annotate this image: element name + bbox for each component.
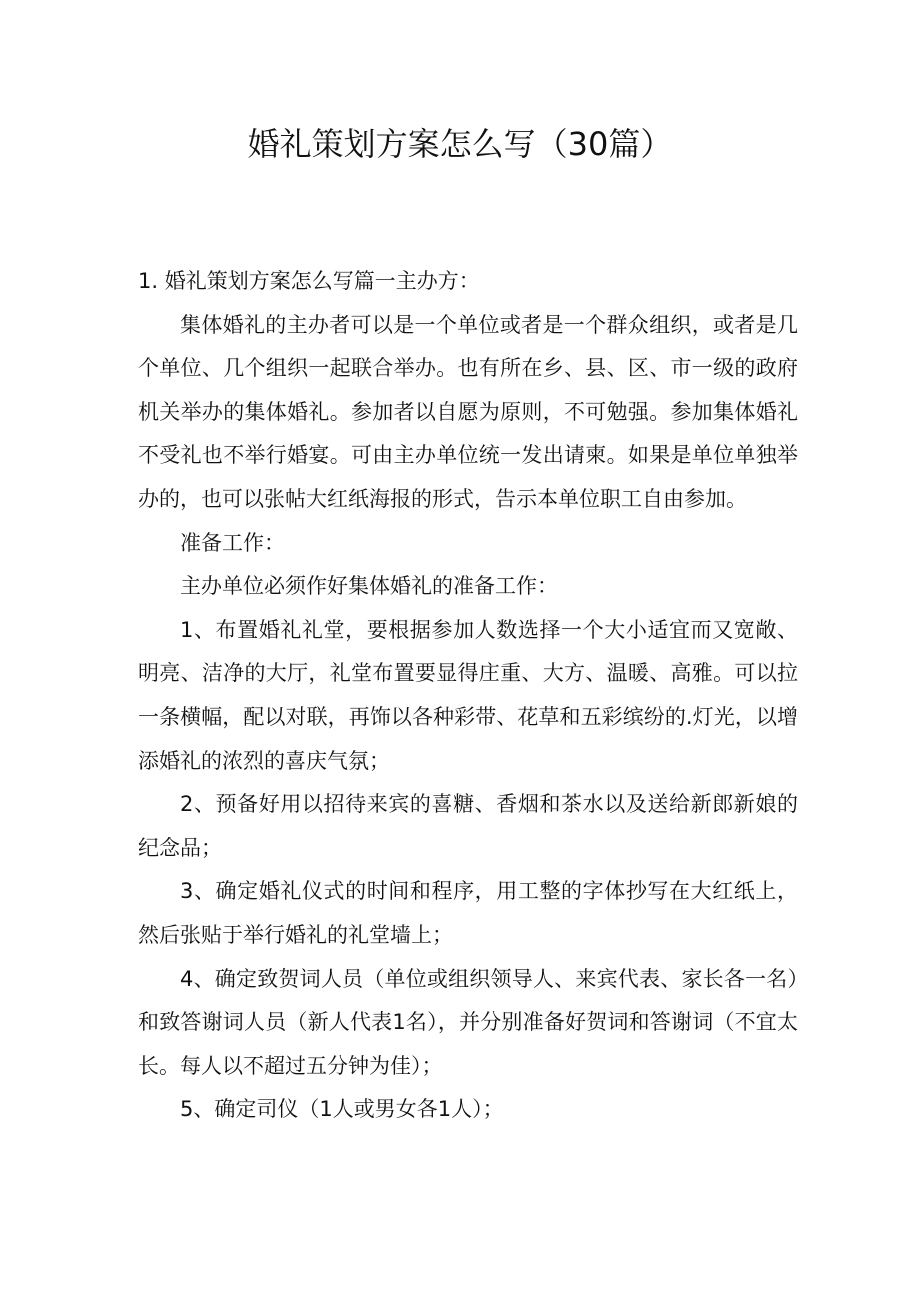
paragraph-preparation-heading: 准备工作： xyxy=(180,530,285,555)
section-heading: 1. 婚礼策划方案怎么写篇一主办方： xyxy=(138,269,480,293)
document-body xyxy=(138,260,798,1132)
paragraph-item-5: 5、确定司仪（1人或男女各1人）； xyxy=(180,1097,504,1122)
document-title: 婚礼策划方案怎么写（30篇） xyxy=(247,125,673,163)
paragraph-item-4: 4、确定致贺词人员（单位或组织领导人、来宾代表、家长各一名）和致答谢词人员（新人代表1名），并分别准备好贺词和答谢词（不宜太长。每人以不超过五分钟为佳）； xyxy=(138,966,798,1078)
paragraph-item-1: 1、布置婚礼礼堂，要根据参加人数选择一个大小适宜而又宽敞、明亮、洁净的大厅，礼堂布置要显得庄重、大方、温暖、高雅。可以拉一条横幅，配以对联，再饰以各种彩带、花草和五彩缤纷的.灯光，以增添婚礼的浓烈的喜庆气氛； xyxy=(138,617,798,773)
paragraph-organizer: 集体婚礼的主办者可以是一个单位或者是一个群众组织，或者是几个单位、几个组织一起联合举办。也有所在乡、县、区、市一级的政府机关举办的集体婚礼。参加者以自愿为原则，不可勉强。参加集体婚礼不受礼也不举行婚宴。可由主办单位统一发出请柬。如果是单位单独举办的，也可以张帖大红纸海报的形式，告示本单位职工自由参加。 xyxy=(138,312,798,511)
paragraph-item-2: 2、预备好用以招待来宾的喜糖、香烟和茶水以及送给新郎新娘的纪念品； xyxy=(138,792,798,860)
paragraph-item-3: 3、确定婚礼仪式的时间和程序，用工整的字体抄写在大红纸上，然后张贴于举行婚礼的礼堂墙上； xyxy=(138,879,798,947)
paragraph-preparation-intro: 主办单位必须作好集体婚礼的准备工作： xyxy=(180,574,558,599)
